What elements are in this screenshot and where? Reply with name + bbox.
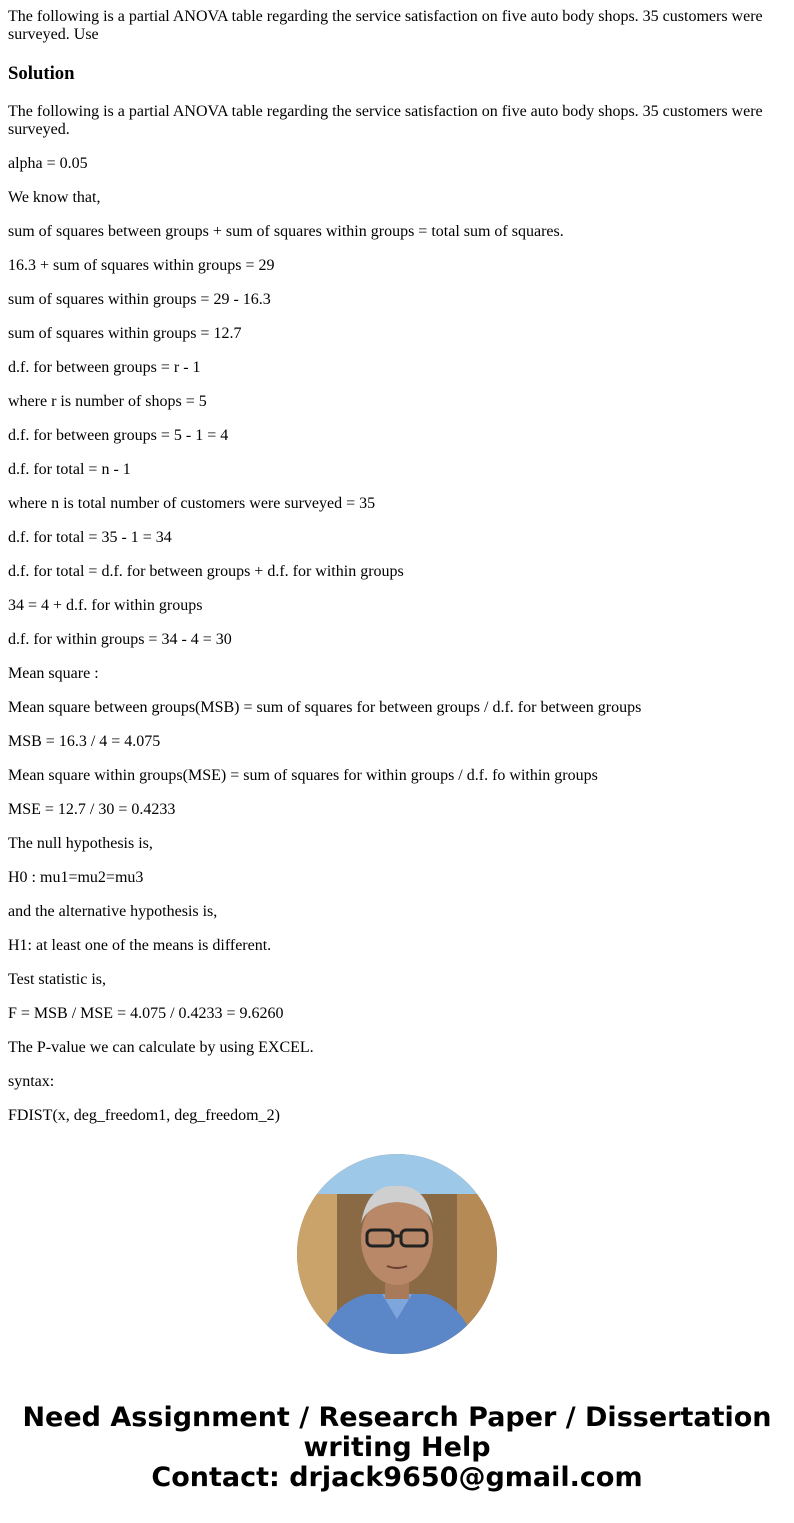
solution-line: d.f. for total = d.f. for between groups + d.f. for within groups: [8, 563, 404, 581]
solution-line: where n is total number of customers were surveyed = 35: [8, 495, 376, 513]
solution-line: d.f. for between groups = 5 - 1 = 4: [8, 427, 229, 445]
solution-line: MSB = 16.3 / 4 = 4.075: [8, 733, 161, 751]
solution-line: d.f. for between groups = r - 1: [8, 359, 201, 377]
solution-heading: Solution: [8, 62, 75, 84]
solution-line: F = MSB / MSE = 4.075 / 0.4233 = 9.6260: [8, 1005, 284, 1023]
solution-line: Mean square between groups(MSB) = sum of squares for between groups / d.f. for between groups: [8, 699, 642, 717]
solution-line: where r is number of shops = 5: [8, 393, 207, 411]
solution-line: The P-value we can calculate by using EXCEL.: [8, 1039, 314, 1057]
solution-line: sum of squares within groups = 12.7: [8, 325, 242, 343]
contact-banner: [8, 1403, 786, 1493]
solution-line: Mean square within groups(MSE) = sum of squares for within groups / d.f. fo within groups: [8, 767, 598, 785]
solution-line: and the alternative hypothesis is,: [8, 903, 218, 921]
author-photo: [297, 1154, 497, 1354]
help-offer-text: Need Assignment / Research Paper / Dissertation writing Help: [22, 1402, 772, 1464]
solution-line: d.f. for total = 35 - 1 = 34: [8, 529, 172, 547]
solution-line: Mean square :: [8, 665, 99, 683]
solution-line: alpha = 0.05: [8, 155, 88, 173]
solution-line: H0 : mu1=mu2=mu3: [8, 869, 144, 887]
author-photo-container: [8, 1154, 786, 1359]
solution-line: sum of squares between groups + sum of squares within groups = total sum of squares.: [8, 223, 564, 241]
solution-line: sum of squares within groups = 29 - 16.3: [8, 291, 271, 309]
solution-line: H1: at least one of the means is different.: [8, 937, 272, 955]
solution-line: MSE = 12.7 / 30 = 0.4233: [8, 801, 176, 819]
contact-email-text: Contact: drjack9650@gmail.com: [151, 1462, 643, 1494]
solution-line: d.f. for total = n - 1: [8, 461, 131, 479]
solution-line: FDIST(x, deg_freedom1, deg_freedom_2): [8, 1107, 280, 1125]
solution-line: 16.3 + sum of squares within groups = 29: [8, 257, 275, 275]
solution-line: We know that,: [8, 189, 101, 207]
solution-line: 34 = 4 + d.f. for within groups: [8, 597, 203, 615]
solution-line: Test statistic is,: [8, 971, 106, 989]
question-text: The following is a partial ANOVA table regarding the service satisfaction on five auto body shops. 35 customers were surveyed. Use: [8, 8, 763, 43]
solution-line: syntax:: [8, 1073, 55, 1091]
solution-body: [8, 103, 786, 1125]
solution-line: d.f. for within groups = 34 - 4 = 30: [8, 631, 232, 649]
solution-line: The following is a partial ANOVA table regarding the service satisfaction on five auto body shops. 35 customers were surveyed.: [8, 103, 763, 139]
solution-line: The null hypothesis is,: [8, 835, 153, 853]
